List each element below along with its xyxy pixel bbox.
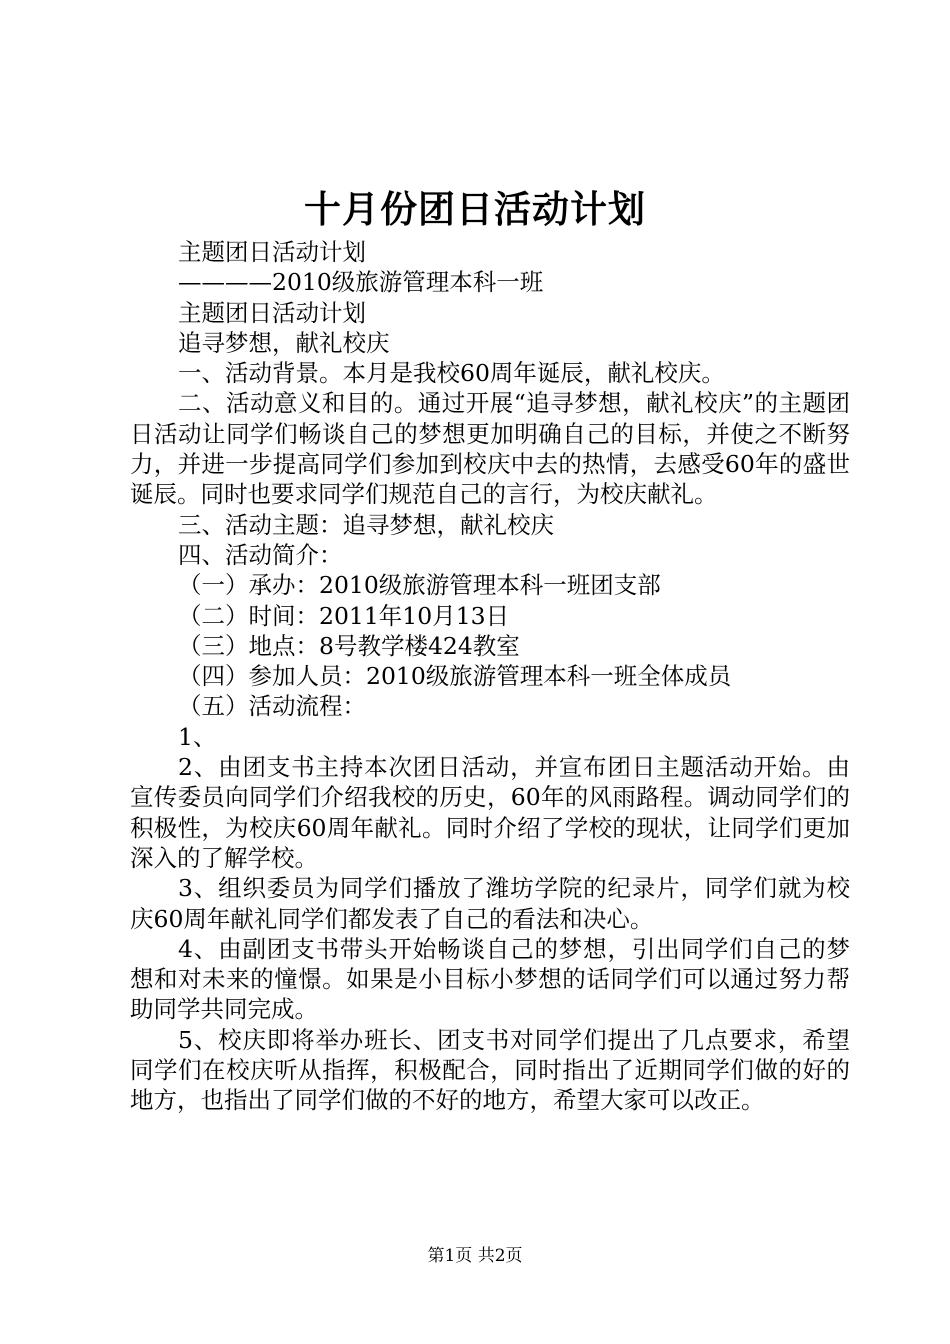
paragraph-theme-plan-repeat: 主题团日活动计划 bbox=[178, 298, 366, 327]
document-body bbox=[130, 237, 850, 1116]
paragraph-class-name: ————2010级旅游管理本科一班 bbox=[178, 268, 544, 297]
paragraph-organizer: （一）承办：2010级旅游管理本科一班团支部 bbox=[178, 571, 661, 600]
paragraph-background: 一、活动背景。本月是我校60周年诞辰，献礼校庆。 bbox=[178, 359, 725, 388]
document-title: 十月份团日活动计划 bbox=[304, 187, 646, 231]
paragraph-step-4: 4、由副团支书带头开始畅谈自己的梦想，引出同学们自己的梦想和对未来的憧憬。如果是小目标小梦想的话同学们可以通过努力帮助同学共同完成。 bbox=[130, 934, 850, 1024]
paragraph-theme-plan: 主题团日活动计划 bbox=[178, 238, 366, 266]
paragraph-process-heading: （五）活动流程： bbox=[178, 692, 366, 721]
paragraph-step-1: 1、 bbox=[178, 722, 217, 751]
paragraph-step-3: 3、组织委员为同学们播放了潍坊学院的纪录片，同学们就为校庆60周年献礼同学们都发表了自己的看法和决心。 bbox=[130, 874, 850, 933]
paragraph-slogan: 追寻梦想，献礼校庆 bbox=[178, 328, 390, 357]
paragraph-step-5: 5、校庆即将举办班长、团支书对同学们提出了几点要求，希望同学们在校庆听从指挥，积极配合，同时指出了近期同学们做的好的地方，也指出了同学们做的不好的地方，希望大家可以改正。 bbox=[130, 1025, 850, 1115]
paragraph-step-2: 2、由团支书主持本次团日活动，并宣布团日主题活动开始。由宣传委员向同学们介绍我校的历史，60年的风雨路程。调动同学们的积极性，为校庆60周年献礼。同时介绍了学校的现状，让同学们更加深入的了解学校。 bbox=[130, 753, 850, 872]
paragraph-theme: 三、活动主题：追寻梦想，献礼校庆 bbox=[178, 510, 554, 539]
paragraph-intro-heading: 四、活动简介： bbox=[178, 540, 343, 569]
paragraph-time: （二）时间：2011年10月13日 bbox=[178, 601, 510, 630]
page-number-footer: 第1页 共2页 bbox=[427, 1246, 523, 1266]
paragraph-location: （三）地点：8号教学楼424教室 bbox=[178, 631, 520, 660]
paragraph-participants: （四）参加人员：2010级旅游管理本科一班全体成员 bbox=[178, 662, 732, 691]
paragraph-purpose: 二、活动意义和目的。通过开展“追寻梦想，献礼校庆”的主题团日活动让同学们畅谈自己的梦想更加明确自己的目标，并使之不断努力，并进一步提高同学们参加到校庆中去的热情，去感受60年的盛世诞辰。同时也要求同学们规范自己的言行，为校庆献礼。 bbox=[130, 389, 850, 509]
